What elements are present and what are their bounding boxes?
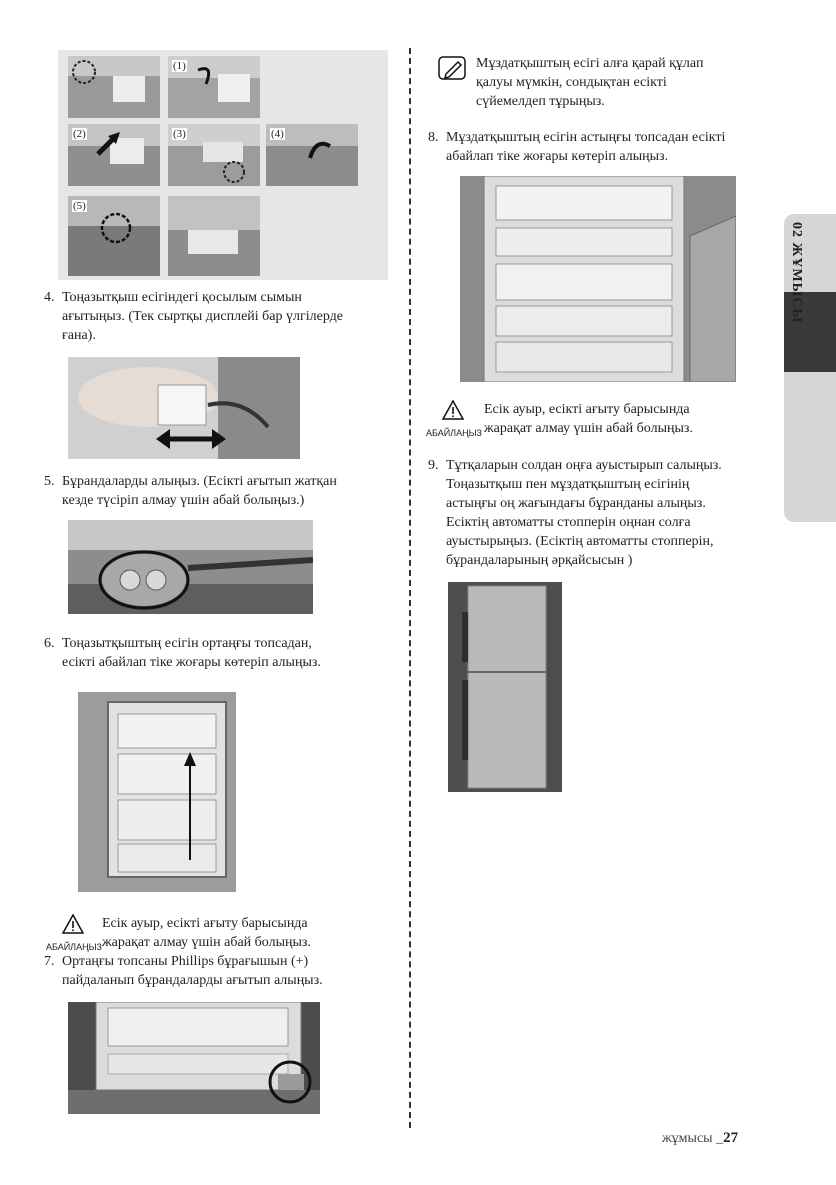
step-text-line: астыңғы оң жағындағы бұранданы алыңыз.	[446, 496, 706, 511]
step-number: 7.	[44, 954, 55, 969]
step-6	[44, 634, 394, 674]
warning-triangle-icon	[62, 914, 84, 934]
column-divider	[409, 48, 411, 1128]
screws-photo	[68, 520, 313, 614]
footer-section: жұмысы _	[662, 1131, 724, 1146]
step-number: 9.	[428, 458, 439, 473]
step-text-line: кезде түсіріп алмау үшін абай болыңыз.)	[62, 493, 305, 508]
caution-text-line: жарақат алмау үшін абай болыңыз.	[102, 935, 311, 950]
caution-label: АБАЙЛАҢЫЗ	[426, 428, 482, 438]
freezer-door-lift-photo	[460, 176, 736, 382]
note-box	[436, 54, 776, 114]
caution-text-line: Есік ауыр, есікті ағыту барысында	[484, 402, 690, 417]
step-text-line: пайдаланып бұрандаларды ағытып алыңыз.	[62, 973, 323, 988]
page-footer	[662, 1130, 738, 1147]
figure-label-3: (3)	[173, 128, 186, 140]
step-8	[428, 128, 788, 168]
middle-hinge-photo	[68, 1002, 320, 1114]
step-4	[44, 288, 394, 348]
step-text-line: бұрандаларының әрқайсысын )	[446, 553, 633, 568]
section-side-tab-label: 02 ЖҰМЫСЫ	[789, 222, 804, 324]
figure-label-1: (1)	[173, 60, 186, 72]
step-9	[428, 456, 788, 576]
step-number: 4.	[44, 290, 55, 305]
step-7	[44, 952, 394, 992]
caution-label: АБАЙЛАҢЫЗ	[46, 942, 102, 952]
step-text-line: Бұрандаларды алыңыз. (Есікті ағытып жатқан	[62, 474, 337, 489]
figure-label-5: (5)	[73, 200, 86, 212]
warning-triangle-icon	[442, 400, 464, 420]
step-5	[44, 472, 394, 512]
note-text-line: Мұздатқыштың есігі алға қарай құлап	[476, 56, 704, 71]
fridge-door-lift-photo	[78, 692, 236, 892]
figure-label-4: (4)	[271, 128, 284, 140]
step-text-line: Тоңазытқыш есігіндегі қосылым сымын	[62, 290, 302, 305]
note-pencil-icon	[438, 56, 466, 80]
caution-box-left	[44, 914, 394, 954]
step-text-line: ғана).	[62, 328, 96, 343]
step-text-line: Ортаңғы топсаны Phillips бұрағышын (+)	[62, 954, 309, 969]
connection-wire-photo	[68, 357, 300, 459]
step-text-line: Тоңазытқыштың есігін ортаңғы топсадан,	[62, 636, 312, 651]
caution-box-right	[428, 400, 778, 440]
step-number: 5.	[44, 474, 55, 489]
step-text-line: абайлап тіке жоғары көтеріп алыңыз.	[446, 149, 669, 164]
step-text-line: Мұздатқыштың есігін астыңғы топсадан есікті	[446, 130, 726, 145]
step-text-line: есікті абайлап тіке жоғары көтеріп алыңыз.	[62, 655, 321, 670]
caution-text-line: Есік ауыр, есікті ағыту барысында	[102, 916, 308, 931]
step-text-line: Есіктің автоматты стопперін оңнан солға	[446, 515, 691, 530]
step-text-line: Тоңазытқыш пен мұздатқыштың есігінің	[446, 477, 690, 492]
step-number: 8.	[428, 130, 439, 145]
hinge-steps-figure	[58, 50, 388, 280]
page-number: 27	[723, 1130, 739, 1146]
step-text-line: Тұтқаларын солдан оңға ауыстырып салыңыз.	[446, 458, 722, 473]
step-text-line: ағытыңыз. (Тек сыртқы дисплейі бар үлгілерде	[62, 309, 343, 324]
note-text-line: сүйемелдеп тұрыңыз.	[476, 94, 605, 109]
handles-fridge-photo	[448, 582, 562, 792]
step-text-line: ауыстырыңыз. (Есіктің автоматты стопперін,	[446, 534, 714, 549]
note-text-line: қалуы мүмкін, сондықтан есікті	[476, 75, 667, 90]
step-number: 6.	[44, 636, 55, 651]
figure-label-2: (2)	[73, 128, 86, 140]
caution-text-line: жарақат алмау үшін абай болыңыз.	[484, 421, 693, 436]
